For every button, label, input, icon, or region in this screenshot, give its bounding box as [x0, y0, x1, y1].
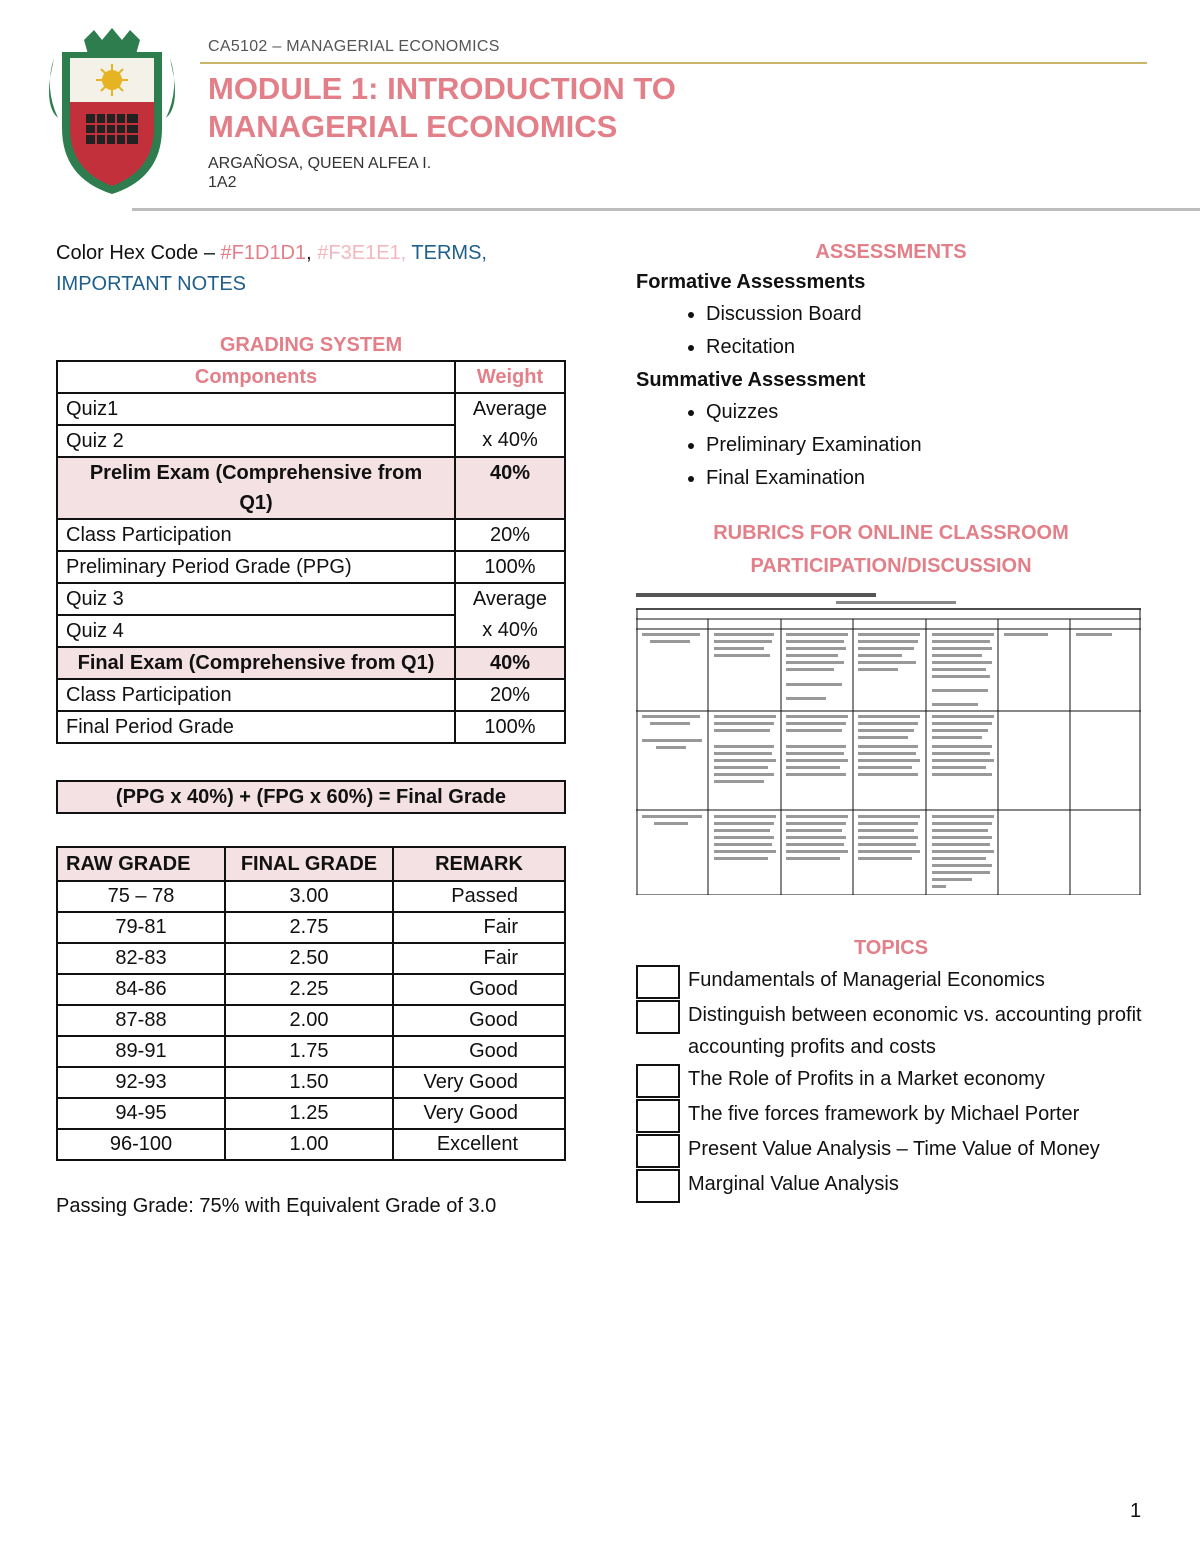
list-item: • Final Examination [706, 462, 1146, 495]
grade-equivalence-table [56, 846, 566, 1161]
average-multiplier: x 40% [482, 429, 538, 451]
raw-grade-cell: 94-95 [57, 1098, 225, 1129]
final-weight-cell: 40% [455, 647, 565, 679]
grade-rows [57, 881, 565, 1160]
remark-cell: Very Good [393, 1098, 565, 1129]
raw-grade-cell: 96-100 [57, 1129, 225, 1160]
final-grade-cell: 2.75 [225, 912, 393, 943]
table-row [57, 457, 565, 519]
student-name: ARGAÑOSA, QUEEN ALFEA I. [208, 155, 432, 172]
table-row [57, 519, 565, 551]
final-grade-formula: (PPG x 40%) + (FPG x 60%) = Final Grade [56, 780, 566, 814]
components-header: Components [57, 361, 455, 393]
header-divider [200, 62, 1147, 64]
remark-cell: Good [393, 974, 565, 1005]
table-row [57, 1067, 565, 1098]
raw-grade-cell: 89-91 [57, 1036, 225, 1067]
module-title-line-2: MANAGERIAL ECONOMICS [208, 109, 618, 144]
final-grade-header: FINAL GRADE [225, 847, 393, 881]
quiz3-cell: Quiz 3 [57, 583, 455, 615]
table-row [57, 1036, 565, 1067]
checkbox[interactable] [636, 965, 680, 999]
average-label: Average [472, 588, 548, 610]
module-title [208, 70, 908, 146]
raw-grade-cell: 92-93 [57, 1067, 225, 1098]
color-sep-1: , [306, 242, 318, 264]
topic-item[interactable] [636, 1098, 1146, 1133]
table-row [57, 881, 565, 912]
formative-assessments-title: Formative Assessments [636, 271, 866, 293]
quiz1-cell: Quiz1 [57, 393, 455, 425]
table-row [57, 1098, 565, 1129]
checkbox[interactable] [636, 1000, 680, 1034]
table-row [57, 974, 565, 1005]
topic-label: Present Value Analysis – Time Value of Money [688, 1138, 1100, 1160]
final-grade-cell: 2.50 [225, 943, 393, 974]
topic-item[interactable] [636, 1063, 1146, 1098]
terms-label: TERMS, [411, 242, 487, 264]
ppg-weight: 100% [455, 551, 565, 583]
final-grade-cell: 1.75 [225, 1036, 393, 1067]
table-row [57, 711, 565, 743]
color-code-1: #F1D1D1 [220, 242, 307, 264]
page-number: 1 [1130, 1500, 1142, 1522]
final-grade-cell: 3.00 [225, 881, 393, 912]
remark-cell: Good [393, 1005, 565, 1036]
table-row [57, 393, 565, 425]
raw-grade-cell: 84-86 [57, 974, 225, 1005]
rubric-table-image [636, 593, 1141, 895]
checkbox[interactable] [636, 1099, 680, 1133]
remark-cell: Very Good [393, 1067, 565, 1098]
topic-label: Marginal Value Analysis [688, 1173, 899, 1195]
table-row [57, 912, 565, 943]
list-item: • Recitation [706, 331, 1146, 364]
right-column [636, 238, 1146, 1203]
topics-list [636, 964, 1146, 1203]
passing-grade-note: Passing Grade: 75% with Equivalent Grade of 3.0 [56, 1195, 497, 1217]
rubrics-title-line-1: RUBRICS FOR ONLINE CLASSROOM [713, 522, 1069, 544]
average-multiplier: x 40% [482, 619, 538, 641]
important-notes-label: IMPORTANT NOTES [56, 273, 247, 295]
fpg-cell: Final Period Grade [57, 711, 455, 743]
raw-grade-cell: 82-83 [57, 943, 225, 974]
quiz4-cell: Quiz 4 [57, 615, 455, 647]
average-label: Average [472, 398, 548, 420]
summative-assessments-list [636, 396, 1146, 495]
table-row [57, 583, 565, 615]
topic-label: The Role of Profits in a Market economy [688, 1068, 1045, 1090]
ppg-cell: Preliminary Period Grade (PPG) [57, 551, 455, 583]
table-header-row [57, 847, 565, 881]
remark-cell: Good [393, 1036, 565, 1067]
topic-item[interactable] [636, 964, 1146, 999]
remark-cell: Passed [393, 881, 565, 912]
checkbox[interactable] [636, 1134, 680, 1168]
grading-system-title: GRADING SYSTEM [219, 334, 403, 356]
topic-item[interactable] [636, 1133, 1146, 1168]
final-grade-cell: 1.00 [225, 1129, 393, 1160]
rubrics-title [636, 517, 1146, 583]
course-code: CA5102 – MANAGERIAL ECONOMICS [208, 38, 500, 55]
summative-assessment-title: Summative Assessment [636, 369, 866, 391]
final-grade-cell: 2.25 [225, 974, 393, 1005]
color-legend-prefix: Color Hex Code – [56, 242, 221, 264]
class-participation-cell: Class Participation [57, 679, 455, 711]
topic-label: Distinguish between economic vs. accounting profit accounting profits and costs [688, 1004, 1142, 1058]
module-title-line-1: MODULE 1: INTRODUCTION TO [208, 71, 676, 106]
final-grade-cell: 2.00 [225, 1005, 393, 1036]
final-exam-cell: Final Exam (Comprehensive from Q1) [57, 647, 455, 679]
raw-grade-cell: 79-81 [57, 912, 225, 943]
weight-header: Weight [455, 361, 565, 393]
topic-item[interactable] [636, 1168, 1146, 1203]
prelim-weight-cell: 40% [455, 457, 565, 519]
table-row [57, 1005, 565, 1036]
table-header-row [57, 361, 565, 393]
table-row [57, 551, 565, 583]
list-item: • Discussion Board [706, 298, 1146, 331]
final-grade-cell: 1.25 [225, 1098, 393, 1129]
school-crest-logo [44, 28, 180, 198]
table-row [57, 679, 565, 711]
raw-grade-cell: 87-88 [57, 1005, 225, 1036]
color-code-2: #F3E1E1 [317, 242, 401, 264]
table-row [57, 647, 565, 679]
remark-cell: Fair [393, 912, 565, 943]
raw-grade-header: RAW GRADE [57, 847, 225, 881]
list-item: • Quizzes [706, 396, 1146, 429]
prelim-exam-cell: Prelim Exam (Comprehensive from Q1) [57, 457, 455, 519]
left-column [56, 238, 566, 1222]
color-legend [56, 238, 566, 300]
final-grade-cell: 1.50 [225, 1067, 393, 1098]
list-item: • Preliminary Examination [706, 429, 1146, 462]
header-bottom-divider [132, 208, 1200, 211]
assessments-title: ASSESSMENTS [815, 241, 967, 263]
formative-assessments-list [636, 298, 1146, 364]
class-participation-weight: 20% [455, 679, 565, 711]
topic-label: Fundamentals of Managerial Economics [688, 969, 1045, 991]
raw-grade-cell: 75 – 78 [57, 881, 225, 912]
remark-cell: Fair [393, 943, 565, 974]
remark-header: REMARK [393, 847, 565, 881]
rubrics-title-line-2: PARTICIPATION/DISCUSSION [750, 555, 1032, 577]
student-info [208, 154, 431, 192]
student-section: 1A2 [208, 174, 237, 191]
color-sep-2: , [400, 242, 412, 264]
class-participation-cell: Class Participation [57, 519, 455, 551]
table-row [57, 1129, 565, 1160]
fpg-weight: 100% [455, 711, 565, 743]
average-weight-cell [455, 583, 565, 647]
class-participation-weight: 20% [455, 519, 565, 551]
grading-system-table [56, 360, 566, 744]
checkbox[interactable] [636, 1064, 680, 1098]
table-row [57, 943, 565, 974]
checkbox[interactable] [636, 1169, 680, 1203]
topic-label: The five forces framework by Michael Porter [688, 1103, 1080, 1125]
topic-item[interactable] [636, 999, 1146, 1063]
quiz2-cell: Quiz 2 [57, 425, 455, 457]
remark-cell: Excellent [393, 1129, 565, 1160]
average-weight-cell [455, 393, 565, 457]
topics-title: TOPICS [853, 937, 929, 959]
